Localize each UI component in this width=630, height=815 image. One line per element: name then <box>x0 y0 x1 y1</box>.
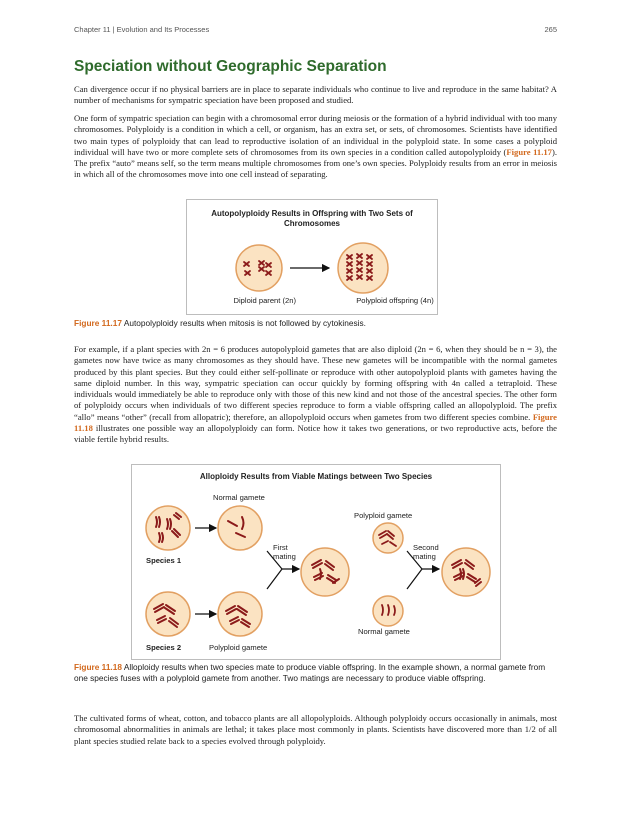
paragraph-polyploidy <box>74 113 557 181</box>
polyploid-gamete-cell <box>218 592 262 636</box>
paragraph-intro: Can divergence occur if no physical barriers are in place to separate individuals who continue to live and reproduce in the same habitat? A number of mechanisms for sympatric speciation have been proposed and studied. <box>74 84 557 106</box>
second-mating-label-1: Second <box>413 543 439 552</box>
figure-11-18 <box>131 464 501 660</box>
alloploidy-diagram <box>132 465 500 659</box>
polyploid-gamete-label: Polyploid gamete <box>209 643 268 652</box>
normal-gamete-cell <box>218 506 262 550</box>
section-title: Speciation without Geographic Separation <box>74 58 387 75</box>
page-number: 265 <box>544 25 557 34</box>
caption-text: Autopolyploidy results when mitosis is not followed by cytokinesis. <box>121 318 366 328</box>
paragraph-text: illustrates one possible way an allopolyploidy can form. Notice how it takes two generations, or two reproductive acts, before the viable fertile hybrid results. <box>74 423 557 445</box>
polyploid-gamete-right-cell <box>373 523 403 553</box>
first-mating-label-2: mating <box>273 552 296 561</box>
figure-11-17 <box>186 199 438 315</box>
species-1-label: Species 1 <box>146 556 182 565</box>
second-mating-label-2: mating <box>413 552 436 561</box>
paragraph-text: ). The prefix “auto” means self, so the term means multiple chromosomes from one’s own species. Polyploidy results from an error in meiosis in which all of the chromosomes move into one cell instead of separating. <box>74 146 557 180</box>
figure-11-18-caption <box>74 662 557 684</box>
paragraph-cultivated: The cultivated forms of wheat, cotton, and tobacco plants are all allopolyploids. Although polyploidy occurs occasionally in animals, most chromosomal abnormalities in animals are lethal; it takes place most commonly in plants. Scientists have discovered more than 1/2 of all plant species studied relate back to a species evolved through polyploidy. <box>74 713 557 746</box>
normal-gamete-right-cell <box>373 596 403 626</box>
normal-gamete-label: Normal gamete <box>213 493 265 502</box>
hybrid-offspring-cell <box>301 548 349 596</box>
polyploid-gamete-right-label: Polyploid gamete <box>354 511 413 520</box>
figure-11-17-link[interactable]: Figure 11.17 <box>506 146 552 157</box>
running-header <box>74 25 557 34</box>
species-2-cell <box>146 592 190 636</box>
paragraph-text: One form of sympatric speciation can begin with a chromosomal error during meiosis or the formation of a hybrid individual with too many chromosomes. Polyploidy is a condition in which a cell, or organism, has an extra set, or sets, of chromosomes. Scientists have identified two main types of polyploidy that can lead to reproductive isolation of an individual in the polyploid state. In some cases a polyploid individual will have two or more complete sets of chromosomes from its own species in a condition called autopolyploidy ( <box>74 113 557 157</box>
viable-offspring-cell <box>442 548 490 596</box>
normal-gamete-right-label: Normal gamete <box>358 627 410 636</box>
caption-figure-number: Figure 11.17 <box>74 318 122 328</box>
paragraph-text: For example, if a plant species with 2n = 6 produces autopolyploid gametes that are also diploid (2n = 6, when they should be n = 3), the gametes now have twice as many chromosomes as they should have. These new gametes will be incompatible with the normal gametes produced by this plant species. But they could either self-pollinate or reproduce with other autopolyploid plants with gametes having the same diploid number. In this way, sympatric speciation can occur quickly by forming offspring with 4n called a tetraploid. These individuals would immediately be able to reproduce only with those of this new kind and not those of the ancestral species. The other form of polyploidy occurs when individuals of two different species reproduce to form a viable offspring called an allopolyploid. The prefix “allo” means “other” (recall from allopatric); therefore, an allopolyploid occurs when gametes from two different species combine. <box>74 344 557 422</box>
polyploid-offspring-cell <box>338 243 388 293</box>
figure-11-18-title: Alloploidy Results from Viable Matings between Two Species <box>199 472 433 481</box>
polyploid-offspring-label: Polyploid offspring (4n) <box>356 296 434 305</box>
caption-figure-number: Figure 11.18 <box>74 662 122 672</box>
diploid-parent-cell <box>236 245 282 291</box>
caption-text: Alloploidy results when two species mate to produce viable offspring. In the example shown, a normal gamete from one species fuses with a polyploid gamete from another. Two matings are necessary to produce viable offspring. <box>74 662 546 683</box>
species-2-label: Species 2 <box>146 643 182 652</box>
figure-11-17-caption <box>74 318 557 329</box>
figure-11-17-title: Autopolyploidy Results in Offspring with Two Sets of Chromosomes <box>211 209 413 228</box>
first-mating-label-1: First <box>273 543 288 552</box>
species-1-cell <box>146 506 190 550</box>
diploid-parent-label: Diploid parent (2n) <box>233 296 296 305</box>
paragraph-allopolyploidy <box>74 344 557 446</box>
figure-11-18-link[interactable]: Figure 11.18 <box>74 411 557 434</box>
chapter-title: Chapter 11 | Evolution and Its Processes <box>74 25 210 34</box>
